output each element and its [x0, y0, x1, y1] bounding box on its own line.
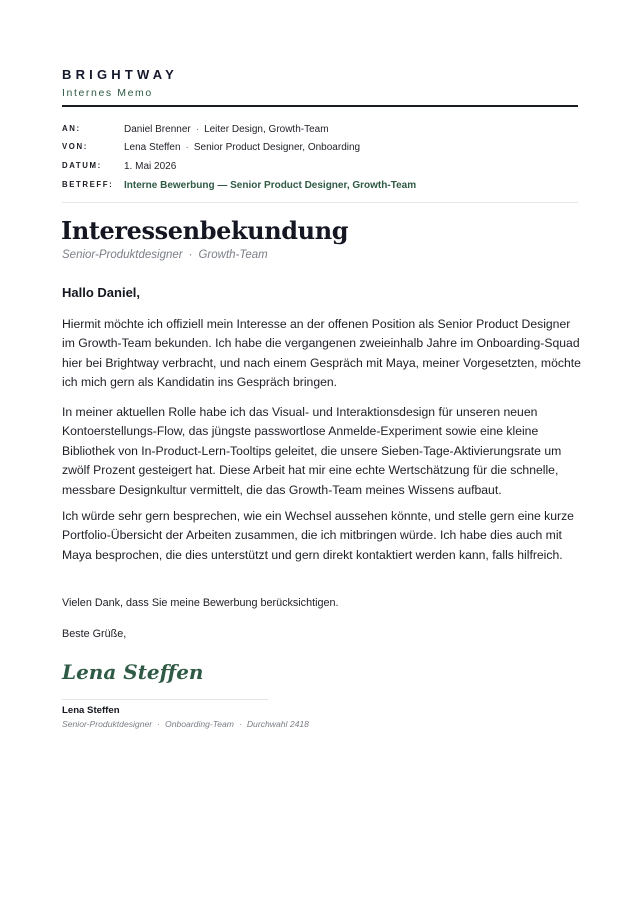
brand-logo: BRIGHTWAY: [62, 67, 179, 82]
signature-separator: ·: [157, 719, 161, 729]
document-subtitle: [62, 249, 268, 261]
signature-role: Senior-Produktdesigner: [62, 719, 153, 729]
subtitle-separator: ·: [188, 249, 193, 261]
closing-line: Beste Grüße,: [62, 628, 127, 640]
signature-details: [62, 719, 309, 729]
signature-divider: [62, 699, 268, 700]
signature-extension: Durchwahl 2418: [246, 719, 309, 729]
meta-value-subject: Interne Bewerbung — Senior Product Designer, Growth-Team: [124, 180, 417, 191]
meta-divider: [62, 202, 578, 203]
meta-separator: ·: [195, 124, 200, 135]
meta-row-subject: [62, 179, 578, 193]
body-paragraph-2: In meiner aktuellen Rolle habe ich das Visual- und Interaktionsdesign für unseren neuen Kontoerstellungs-Flow, das jüngste passwortlose Anmelde-Experiment sowie eine kleine Bibliothek von In-Product-Lern-Tooltips geleitet, die unsere Sieben-Tage-Aktivierungsrate um zwölf Prozent gesteigert hat. Diese Arbeit hat mir eine echte Wertschätzung für die schnelle, messbare Designkultur vermittelt, die das Growth-Team meines Wissens aufbaut.: [62, 405, 562, 497]
meta-value-date: 1. Mai 2026: [124, 161, 177, 172]
document-title: Interessenbekundung: [61, 216, 349, 245]
subtitle-role: Senior-Produktdesigner: [62, 249, 183, 261]
recipient-name: Daniel Brenner: [124, 124, 191, 135]
meta-label-date: DATUM:: [62, 161, 102, 170]
body-paragraph-3: Ich würde sehr gern besprechen, wie ein Wechsel aussehen könnte, und stelle gern eine kurze Portfolio-Übersicht der Arbeiten zusammen, die ich mitbringen würde. Ich habe dies auch mit Maya besprochen, die dies unterstützt und gern direkt kontaktiert werden kann, falls hilfreich.: [62, 509, 574, 562]
recipient-role: Leiter Design, Growth-Team: [204, 124, 329, 135]
subtitle-team: Growth-Team: [198, 249, 268, 261]
meta-label-from: VON:: [62, 142, 88, 151]
thanks-line: Vielen Dank, dass Sie meine Bewerbung berücksichtigen.: [62, 597, 339, 609]
meta-value-from: [124, 141, 360, 155]
body-paragraph-1: Hiermit möchte ich offiziell mein Interesse an der offenen Position als Senior Product Designer im Growth-Team bekunden. Ich habe die vergangenen zweieinhalb Jahre im Onboarding-Squad hier bei Brightway verbracht, und nach einem Gespräch mit Maya, meiner Vorgesetzten, möchte ich mich gern als Kandidatin ins Gespräch bringen.: [62, 317, 581, 390]
signature-separator: ·: [238, 719, 242, 729]
header-divider: [62, 105, 578, 107]
meta-value-to: [124, 123, 329, 137]
signature-name: Lena Steffen: [62, 705, 120, 716]
meta-row-to: [62, 123, 578, 137]
meta-label-subject: BETREFF:: [62, 180, 114, 189]
meta-row-date: [62, 160, 578, 174]
memo-type-label: Internes Memo: [62, 87, 153, 99]
sender-name: Lena Steffen: [124, 142, 181, 153]
greeting: Hallo Daniel,: [62, 285, 141, 300]
meta-row-from: [62, 141, 578, 155]
handwritten-signature: Lena Steffen: [62, 660, 204, 684]
signature-team: Onboarding-Team: [165, 719, 234, 729]
meta-separator: ·: [185, 142, 189, 153]
sender-role: Senior Product Designer, Onboarding: [193, 142, 361, 153]
meta-label-to: AN:: [62, 124, 81, 133]
